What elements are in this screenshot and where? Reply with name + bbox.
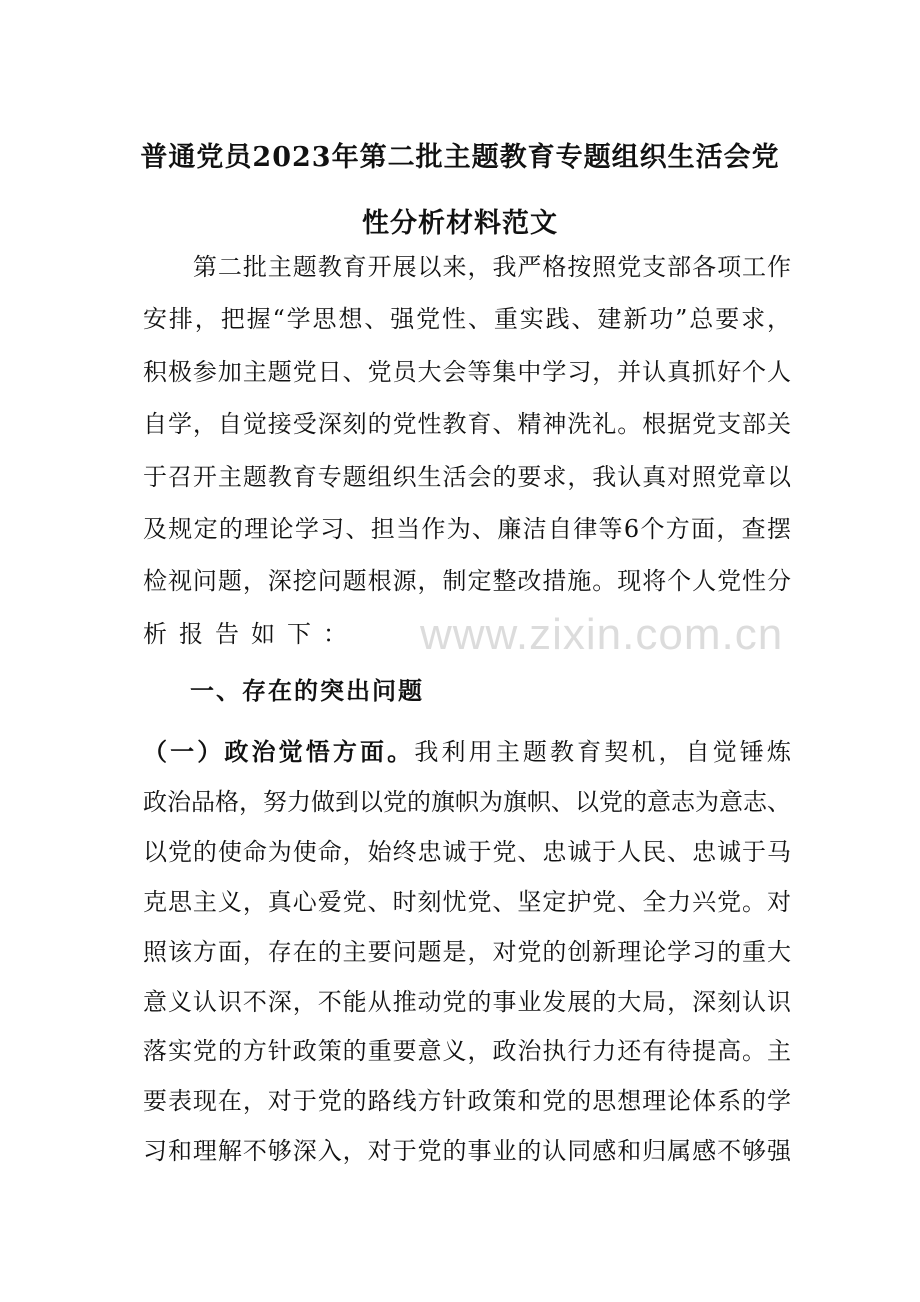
watermark: www.zixin.com.cn bbox=[420, 610, 784, 659]
paragraph-line: 照该方面，存在的主要问题是，对党的创新理论学习的重大 bbox=[143, 937, 791, 966]
paragraph-line: 于召开主题教育专题组织生活会的要求，我认真对照党章以 bbox=[143, 462, 791, 491]
paragraph-line: 政治品格，努力做到以党的旗帜为旗帜、以党的意志为意志、 bbox=[143, 787, 791, 816]
paragraph-line: 积极参加主题党日、党员大会等集中学习，并认真抓好个人 bbox=[143, 357, 791, 386]
paragraph-line: 要表现在，对于党的路线方针政策和党的思想理论体系的学 bbox=[143, 1087, 791, 1116]
section-heading: 一、存在的突出问题 bbox=[190, 676, 424, 705]
paragraph-line: 意义认识不深，不能从推动党的事业发展的大局，深刻认识 bbox=[143, 987, 791, 1016]
document-title-line-2: 性分析材料范文 bbox=[362, 208, 558, 239]
paragraph-line: 落实党的方针政策的重要意义，政治执行力还有待提高。主 bbox=[143, 1037, 791, 1066]
paragraph-line: 克思主义，真心爱党、时刻忧党、坚定护党、全力兴党。对 bbox=[143, 887, 791, 916]
paragraph-line: 习和理解不够深入，对于党的事业的认同感和归属感不够强 bbox=[143, 1137, 791, 1166]
paragraph-line: 自学，自觉接受深刻的党性教育、精神洗礼。根据党支部关 bbox=[143, 410, 791, 439]
paragraph-line: 检视问题，深挖问题根源，制定整改措施。现将个人党性分 bbox=[143, 567, 791, 596]
paragraph-line: 安排，把握“学思想、强党性、重实践、建新功”总要求， bbox=[143, 305, 791, 334]
paragraph-line: 以党的使命为使命，始终忠诚于党、忠诚于人民、忠诚于马 bbox=[143, 837, 791, 866]
paragraph-line: 及规定的理论学习、担当作为、廉洁自律等6个方面，查摆 bbox=[143, 515, 791, 543]
subsection-first-line bbox=[143, 737, 791, 767]
subsection-text: 我利用主题教育契机，自觉锤炼 bbox=[414, 738, 792, 766]
paragraph-line: 析报告如下： bbox=[143, 619, 359, 648]
subsection-label: （一）政治觉悟方面。 bbox=[143, 737, 415, 766]
paragraph-line: 第二批主题教育开展以来，我严格按照党支部各项工作 bbox=[143, 253, 791, 281]
document-title-line-1: 普通党员2023年第二批主题教育专题组织生活会党 bbox=[140, 142, 780, 173]
